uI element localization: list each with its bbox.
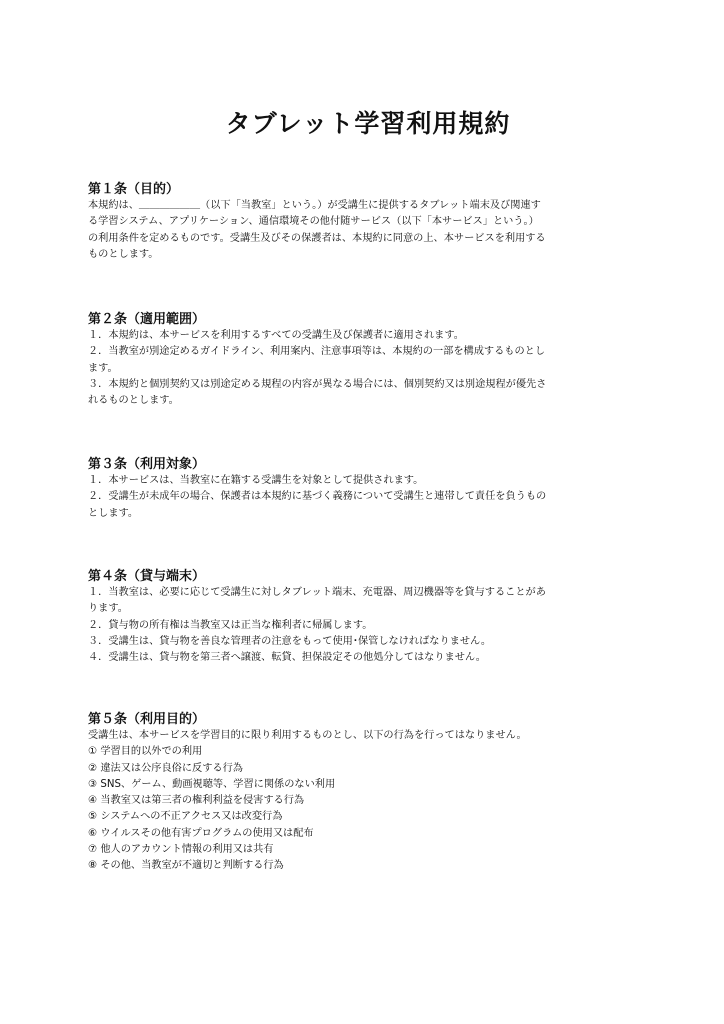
- article-heading: 第５条（利用目的）: [88, 712, 206, 727]
- article-line: ２．受講生が未成年の場合、保護者は本規約に基づく義務について受講生と連帯して責任を負うもの: [88, 491, 547, 503]
- article-body: [88, 328, 648, 409]
- article-heading: 第３条（利用対象）: [88, 457, 206, 472]
- article-line: ４．受講生は、貸与物を第三者へ譲渡、転貸、担保設定その他処分してはなりません。: [88, 652, 486, 664]
- document-title: タブレット学習利用規約: [225, 109, 511, 138]
- article-line: ２．貸与物の所有権は当教室又は正当な権利者に帰属します。: [88, 619, 373, 631]
- article-4: [88, 568, 648, 666]
- article-line: １．当教室は、必要に応じて受講生に対しタブレット端末、充電器、周辺機器等を貸与することがあ: [88, 587, 546, 598]
- article-line: る学習システム、アプリケーション、通信環境その他付随サービス（以下「本サービス」という。）: [88, 216, 539, 228]
- article-line: ３．受講生は、貸与物を善良な管理者の注意をもって使用･保管しなければなりません。: [88, 635, 492, 647]
- article-line: １．本サービスは、当教室に在籍する受講生を対象として提供されます。: [88, 475, 424, 486]
- article-line: の利用条件を定めるものです。受講生及びその保護者は、本規約に同意の上、本サービスを利用する: [88, 232, 546, 244]
- article-line: れるものとします。: [88, 395, 179, 407]
- article-line: ３．本規約と個別契約又は別途定める規程の内容が異なる場合には、個別契約又は別途規程が優先さ: [88, 378, 547, 390]
- article-line: ます。: [88, 362, 118, 374]
- article-1: [88, 181, 648, 263]
- list-item: ⑤ システムへの不正アクセス又は改変行為: [88, 811, 283, 823]
- article-line: ものとします。: [88, 248, 159, 260]
- article-line: １．本規約は、本サービスを利用するすべての受講生及び保護者に適用されます。: [88, 330, 464, 341]
- article-line: ります。: [88, 603, 128, 615]
- article-body: [88, 198, 648, 263]
- article-line: ２．当教室が別途定めるガイドライン、利用案内、注意事項等は、本規約の一部を構成するものとし: [88, 346, 546, 358]
- article-line: 本規約は、＿＿＿＿＿＿（以下「当教室」という。）が受講生に提供するタブレット端末及び関連す: [88, 200, 541, 211]
- article-5: [88, 711, 648, 875]
- document-page: [88, 0, 648, 1024]
- list-item: ② 違法又は公序良俗に反する行為: [88, 762, 243, 774]
- article-line: とします。: [88, 507, 139, 519]
- list-item: ④ 当教室又は第三者の権利利益を侵害する行為: [88, 795, 305, 807]
- list-item: ① 学習目的以外での利用: [88, 746, 203, 758]
- article-heading: 第２条（適用範囲）: [88, 312, 206, 327]
- article-heading: 第４条（貸与端末）: [88, 569, 206, 584]
- article-heading: 第１条（目的）: [88, 182, 180, 197]
- list-item: ⑥ ウイルスその他有害プログラムの使用又は配布: [88, 827, 314, 839]
- list-item: ⑦ 他人のアカウント情報の利用又は共有: [88, 844, 274, 856]
- article-3: [88, 456, 648, 522]
- article-body: [88, 473, 648, 522]
- article-body: [88, 728, 648, 875]
- article-line: 受講生は、本サービスを学習目的に限り利用するものとし、以下の行為を行ってはなりません。: [88, 730, 527, 741]
- article-body: [88, 585, 648, 666]
- list-item: ③ SNS、ゲーム、動画視聴等、学習に関係のない利用: [88, 778, 336, 790]
- list-item: ⑧ その他、当教室が不適切と判断する行為: [88, 860, 284, 872]
- article-2: [88, 311, 648, 409]
